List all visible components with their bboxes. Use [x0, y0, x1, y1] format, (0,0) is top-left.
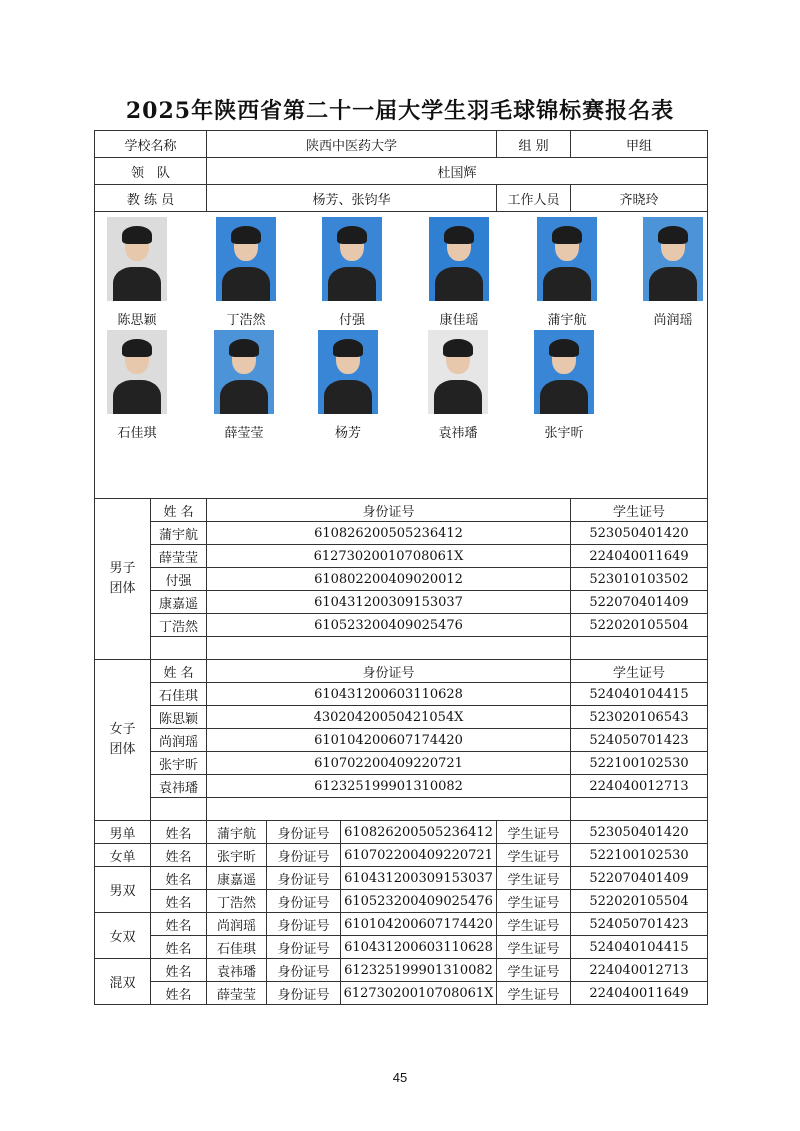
event-player-name: 袁祎璠	[207, 959, 267, 982]
player-photo	[322, 217, 382, 328]
men-team-id: 610826200505236412	[207, 522, 571, 545]
men-team-name: 薛莹莹	[151, 545, 207, 568]
event-id-label: 身份证号	[267, 821, 341, 844]
women-team-sid-header: 学生证号	[571, 660, 708, 683]
empty-cell	[571, 637, 708, 660]
event-name-label: 姓名	[151, 982, 207, 1005]
portrait-image	[216, 217, 276, 301]
event-sid-label: 学生证号	[497, 821, 571, 844]
player-photo-name: 薛莹莹	[224, 426, 264, 441]
school-value: 陕西中医药大学	[207, 131, 497, 158]
event-sid-label: 学生证号	[497, 936, 571, 959]
event-id-label: 身份证号	[267, 890, 341, 913]
event-name-label: 姓名	[151, 821, 207, 844]
player-photo	[318, 330, 378, 441]
women-team-sid: 524040104415	[571, 683, 708, 706]
coach-value: 杨芳、张钧华	[207, 185, 497, 212]
player-photo	[216, 217, 276, 328]
event-sid-label: 学生证号	[497, 867, 571, 890]
men-team-id: 610802200409020012	[207, 568, 571, 591]
event-player-name: 石佳琪	[207, 936, 267, 959]
event-name-label: 姓名	[151, 844, 207, 867]
event-player-sid: 524040104415	[571, 936, 708, 959]
men-team-id: 61273020010708061X	[207, 545, 571, 568]
women-team-id-header: 身份证号	[207, 660, 571, 683]
event-player-name: 蒲宇航	[207, 821, 267, 844]
women-team-name: 尚润瑶	[151, 729, 207, 752]
men-team-id: 610523200409025476	[207, 614, 571, 637]
women-team-label: 女子 团体	[95, 660, 151, 821]
registration-table	[94, 130, 708, 1005]
portrait-image	[643, 217, 703, 301]
player-photo	[214, 330, 274, 441]
women-team-sid: 524050701423	[571, 729, 708, 752]
group-value: 甲组	[571, 131, 708, 158]
men-team-name-header: 姓 名	[151, 499, 207, 522]
event-name-label: 姓名	[151, 890, 207, 913]
women-team-id: 610104200607174420	[207, 729, 571, 752]
player-photo-name: 杨芳	[334, 426, 361, 441]
mens-singles-label: 男单	[95, 821, 151, 844]
event-player-sid: 523050401420	[571, 821, 708, 844]
event-id-label: 身份证号	[267, 867, 341, 890]
player-photo	[429, 217, 489, 328]
women-team-name: 石佳琪	[151, 683, 207, 706]
men-team-sid-header: 学生证号	[571, 499, 708, 522]
event-id-label: 身份证号	[267, 913, 341, 936]
event-sid-label: 学生证号	[497, 913, 571, 936]
women-team-id: 612325199901310082	[207, 775, 571, 798]
photo-area	[95, 212, 708, 499]
staff-value: 齐晓玲	[571, 185, 708, 212]
women-team-name-header: 姓 名	[151, 660, 207, 683]
form-title: 2025年陕西省第二十一届大学生羽毛球锦标赛报名表	[125, 98, 675, 124]
player-photo-name: 付强	[338, 313, 365, 328]
womens-doubles-label: 女双	[95, 913, 151, 959]
player-photo-name: 蒲宇航	[547, 313, 587, 328]
event-player-id: 610431200603110628	[341, 936, 497, 959]
event-id-label: 身份证号	[267, 844, 341, 867]
portrait-image	[537, 217, 597, 301]
men-team-name: 蒲宇航	[151, 522, 207, 545]
player-photo	[107, 330, 167, 441]
event-player-name: 丁浩然	[207, 890, 267, 913]
coach-label: 教 练 员	[95, 185, 207, 212]
men-team-label: 男子 团体	[95, 499, 151, 660]
event-player-id: 610104200607174420	[341, 913, 497, 936]
player-photo	[107, 217, 167, 328]
men-team-name: 丁浩然	[151, 614, 207, 637]
event-player-sid: 224040012713	[571, 959, 708, 982]
portrait-image	[428, 330, 488, 414]
player-photo-name: 陈思颖	[117, 313, 157, 328]
event-id-label: 身份证号	[267, 982, 341, 1005]
event-player-id: 61273020010708061X	[341, 982, 497, 1005]
player-photo	[428, 330, 488, 441]
men-team-name: 付强	[151, 568, 207, 591]
men-team-id-header: 身份证号	[207, 499, 571, 522]
womens-singles-label: 女单	[95, 844, 151, 867]
mens-doubles-label: 男双	[95, 867, 151, 913]
portrait-image	[429, 217, 489, 301]
women-team-name: 张宇昕	[151, 752, 207, 775]
staff-label: 工作人员	[497, 185, 571, 212]
leader-label: 领 队	[95, 158, 207, 185]
group-label: 组 别	[497, 131, 571, 158]
event-id-label: 身份证号	[267, 959, 341, 982]
women-team-sid: 224040012713	[571, 775, 708, 798]
event-sid-label: 学生证号	[497, 890, 571, 913]
event-name-label: 姓名	[151, 913, 207, 936]
event-player-id: 610826200505236412	[341, 821, 497, 844]
player-photo-name: 康佳瑶	[439, 313, 479, 328]
empty-cell	[151, 798, 207, 821]
empty-cell	[151, 637, 207, 660]
empty-cell	[207, 798, 571, 821]
portrait-image	[318, 330, 378, 414]
player-photo	[534, 330, 594, 441]
portrait-image	[107, 217, 167, 301]
mixed-doubles-label: 混双	[95, 959, 151, 1005]
event-name-label: 姓名	[151, 867, 207, 890]
leader-value: 杜国辉	[207, 158, 708, 185]
women-team-sid: 522100102530	[571, 752, 708, 775]
event-sid-label: 学生证号	[497, 959, 571, 982]
women-team-id: 610431200603110628	[207, 683, 571, 706]
page-number: 45	[392, 1070, 408, 1085]
event-player-sid: 524050701423	[571, 913, 708, 936]
event-player-sid: 522100102530	[571, 844, 708, 867]
portrait-image	[107, 330, 167, 414]
empty-cell	[571, 798, 708, 821]
player-photo-name: 丁浩然	[226, 313, 266, 328]
player-photo-name: 尚润瑶	[653, 313, 693, 328]
event-player-sid: 522070401409	[571, 867, 708, 890]
event-player-name: 张宇昕	[207, 844, 267, 867]
event-sid-label: 学生证号	[497, 844, 571, 867]
men-team-sid: 523010103502	[571, 568, 708, 591]
event-player-name: 尚润瑶	[207, 913, 267, 936]
player-photo-name: 袁祎璠	[438, 426, 478, 441]
player-photo	[537, 217, 597, 328]
event-player-sid: 224040011649	[571, 982, 708, 1005]
player-photo-name: 石佳琪	[117, 426, 157, 441]
event-player-id: 610702200409220721	[341, 844, 497, 867]
men-team-sid: 224040011649	[571, 545, 708, 568]
event-player-id: 610431200309153037	[341, 867, 497, 890]
event-player-id: 612325199901310082	[341, 959, 497, 982]
event-player-sid: 522020105504	[571, 890, 708, 913]
women-team-id: 610702200409220721	[207, 752, 571, 775]
portrait-image	[322, 217, 382, 301]
men-team-sid: 522020105504	[571, 614, 708, 637]
women-team-name: 陈思颖	[151, 706, 207, 729]
player-photo-name: 张宇昕	[544, 426, 584, 441]
event-id-label: 身份证号	[267, 936, 341, 959]
women-team-sid: 523020106543	[571, 706, 708, 729]
men-team-sid: 523050401420	[571, 522, 708, 545]
women-team-name: 袁祎璠	[151, 775, 207, 798]
event-player-name: 康嘉遥	[207, 867, 267, 890]
men-team-sid: 522070401409	[571, 591, 708, 614]
women-team-id: 43020420050421054X	[207, 706, 571, 729]
event-player-name: 薛莹莹	[207, 982, 267, 1005]
portrait-image	[214, 330, 274, 414]
event-name-label: 姓名	[151, 959, 207, 982]
empty-cell	[207, 637, 571, 660]
men-team-id: 610431200309153037	[207, 591, 571, 614]
men-team-name: 康嘉遥	[151, 591, 207, 614]
school-label: 学校名称	[95, 131, 207, 158]
player-photo	[643, 217, 703, 328]
portrait-image	[534, 330, 594, 414]
event-player-id: 610523200409025476	[341, 890, 497, 913]
event-sid-label: 学生证号	[497, 982, 571, 1005]
event-name-label: 姓名	[151, 936, 207, 959]
